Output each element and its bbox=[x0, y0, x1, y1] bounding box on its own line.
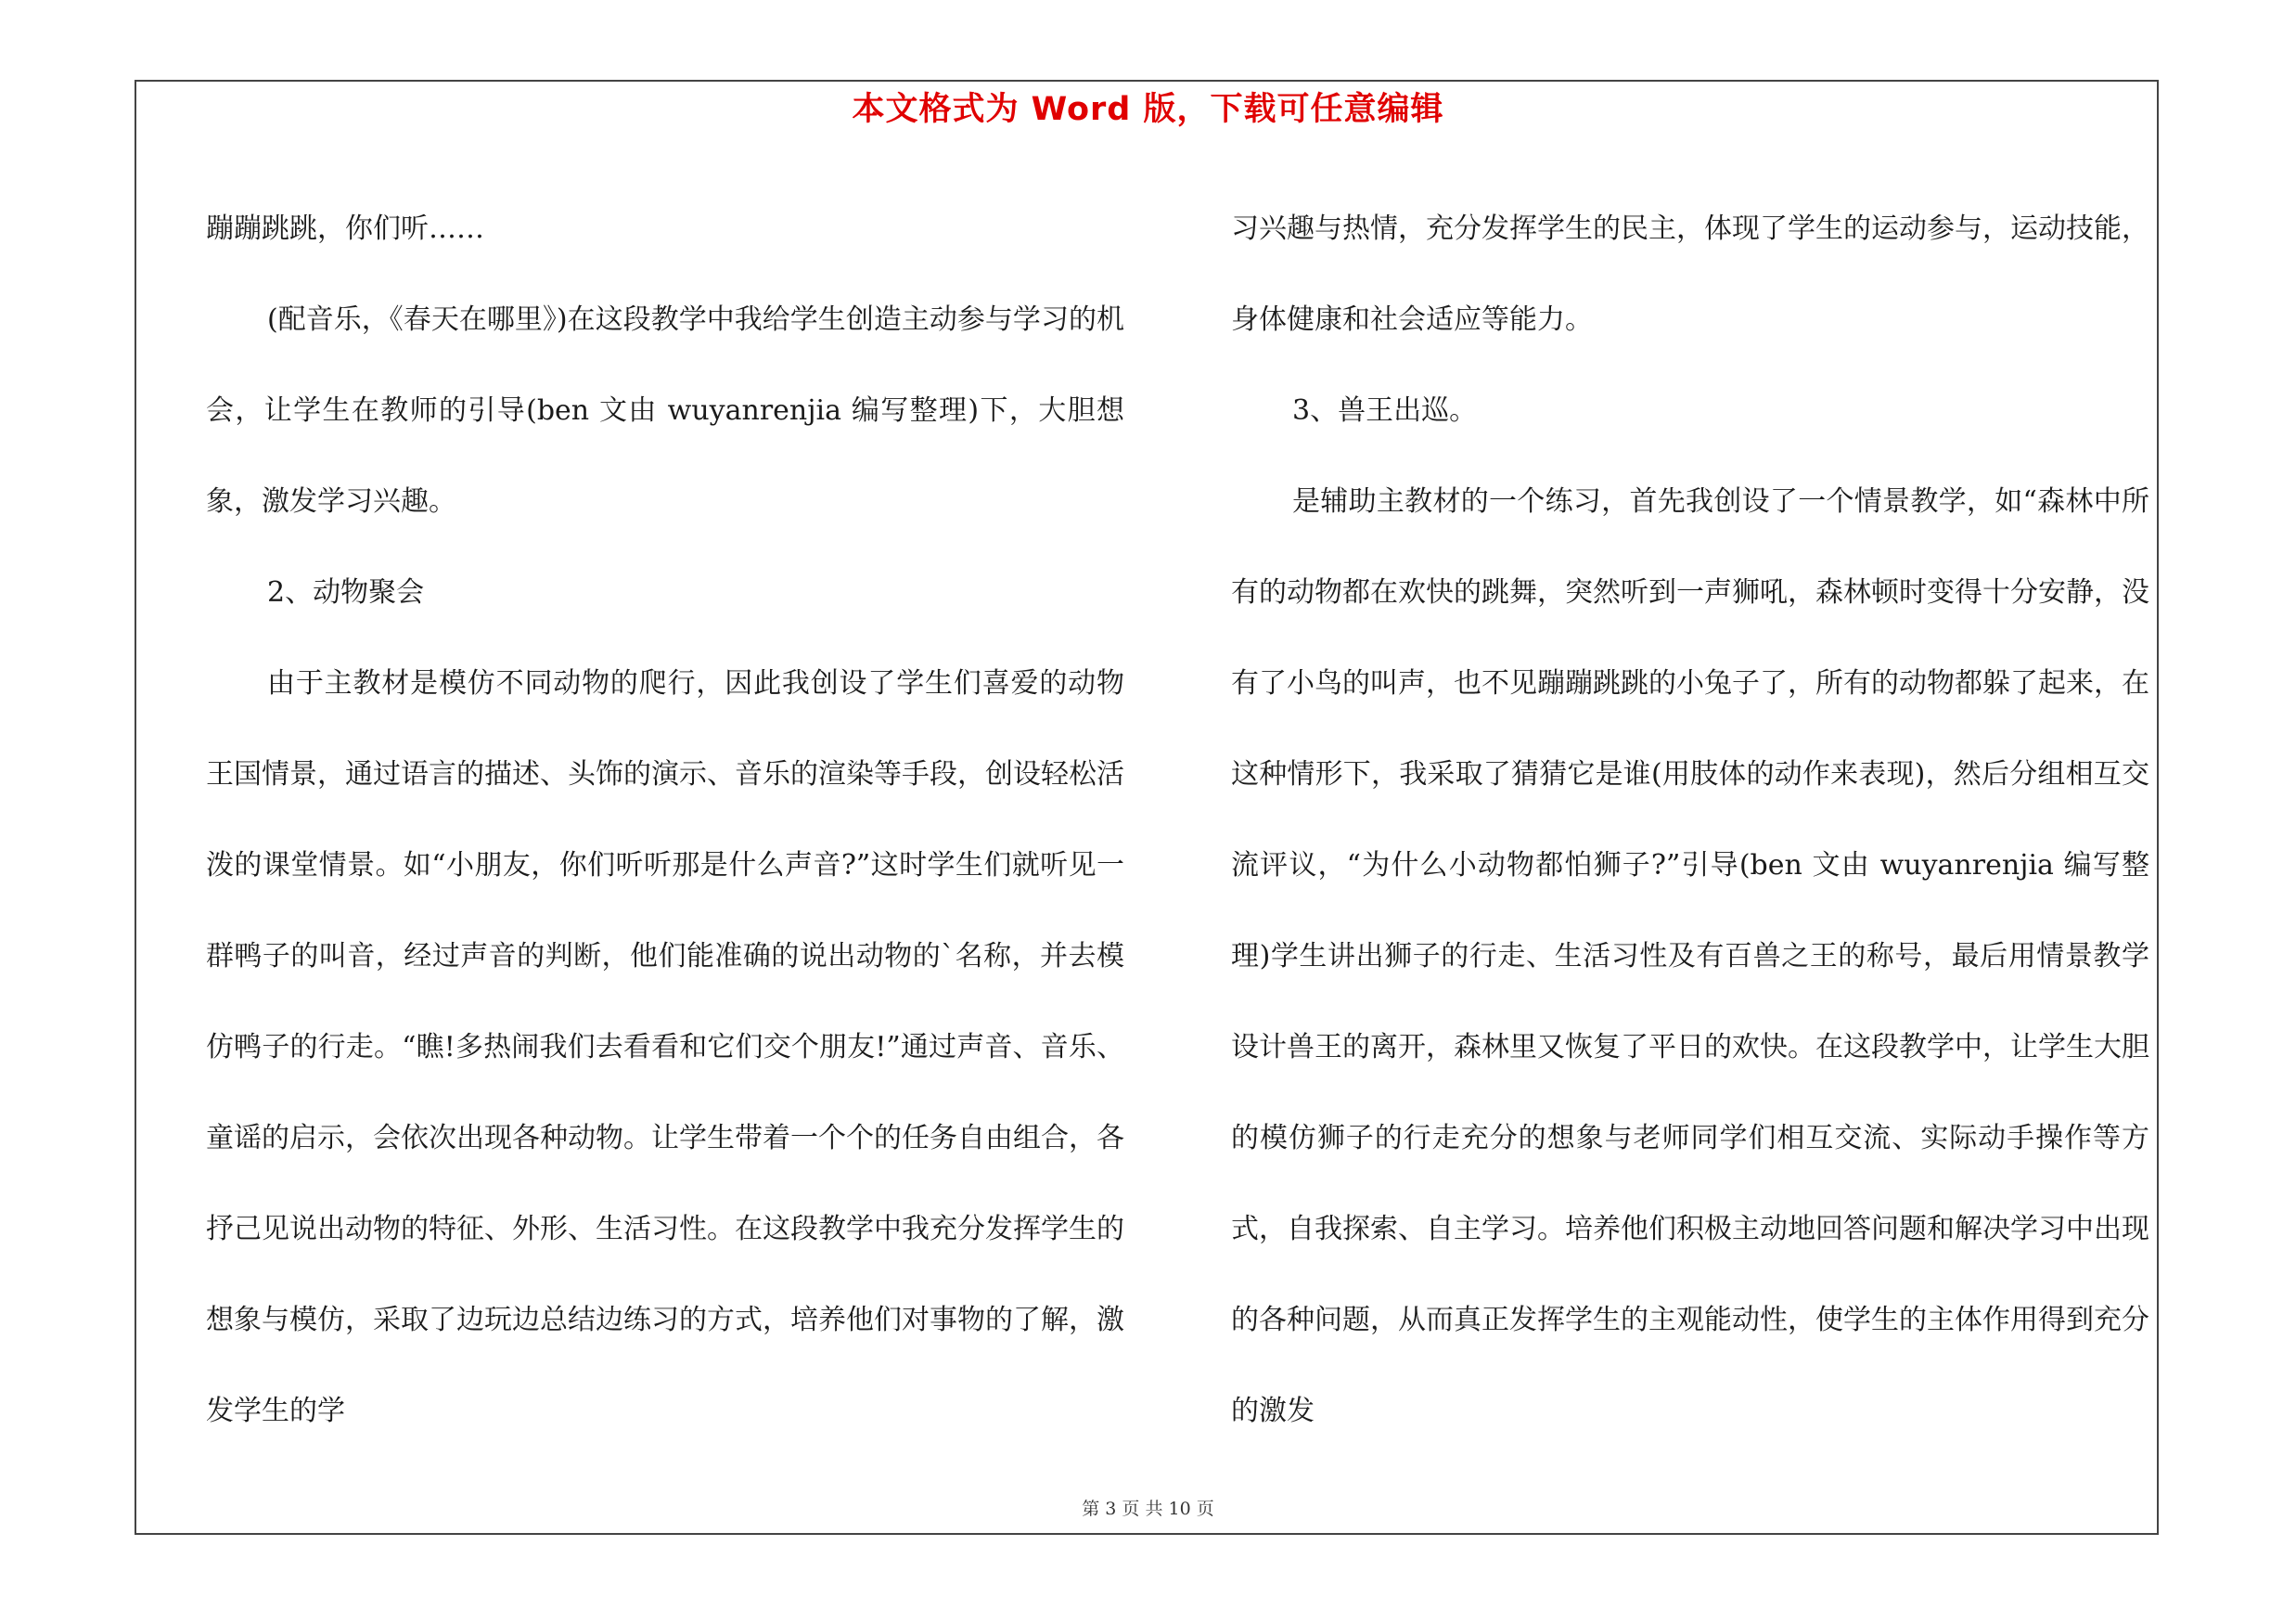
header-banner: 本文格式为 Word 版，下载可任意编辑 bbox=[852, 91, 1444, 128]
paragraph-right-1: 习兴趣与热情，充分发挥学生的民主，体现了学生的运动参与，运动技能，身体健康和社会适应等能力。 bbox=[1231, 213, 2149, 336]
section-heading-animal-gathering: 2、动物聚会 bbox=[267, 576, 425, 609]
page-number: 第 3 页 共 10 页 bbox=[1082, 1499, 1214, 1519]
right-column bbox=[1231, 184, 2149, 1457]
section-heading-beast-king: 3、兽王出巡。 bbox=[1292, 394, 1478, 427]
paragraph-left-1: 蹦蹦跳跳，你们听…… bbox=[206, 213, 484, 245]
left-column bbox=[206, 184, 1124, 1457]
paragraph-right-3: 是辅助主教材的一个练习，首先我创设了一个情景教学，如“森林中所有的动物都在欢快的跳舞，突然听到一声狮吼，森林顿时变得十分安静，没有了小鸟的叫声，也不见蹦蹦跳跳的小兔子了，所有的动物都躲了起来，在这种情形下，我采取了猜猜它是谁(用肢体的动作来表现)，然后分组相互交流评议，“为什么小动物都怕狮子?”引导(ben 文由 wuyanrenjia 编写整理)学生讲出狮子的行走、生活习性及有百兽之王的称号，最后用情景教学设计兽王的离开，森林里又恢复了平日的欢快。在这段教学中，让学生大胆的模仿狮子的行走充分的想象与老师同学们相互交流、实际动手操作等方式，自我探索、自主学习。培养他们积极主动地回答问题和解决学习中出现的各种问题，从而真正发挥学生的主观能动性，使学生的主体作用得到充分的激发 bbox=[1231, 485, 2149, 1427]
paragraph-left-2: (配音乐，《春天在哪里》)在这段教学中我给学生创造主动参与学习的机会，让学生在教师的引导(ben 文由 wuyanrenjia 编写整理)下，大胆想象，激发学习兴趣。 bbox=[206, 303, 1124, 518]
paragraph-left-4: 由于主教材是模仿不同动物的爬行，因此我创设了学生们喜爱的动物王国情景，通过语言的描述、头饰的演示、音乐的渲染等手段，创设轻松活泼的课堂情景。如“小朋友，你们听听那是什么声音?”这时学生们就听见一群鸭子的叫音，经过声音的判断，他们能准确的说出动物的`名称，并去模仿鸭子的行走。“瞧!多热闹我们去看看和它们交个朋友!”通过声音、音乐、童谣的启示，会依次出现各种动物。让学生带着一个个的任务自由组合，各抒己见说出动物的特征、外形、生活习性。在这段教学中我充分发挥学生的想象与模仿，采取了边玩边总结边练习的方式，培养他们对事物的了解，激发学生的学 bbox=[206, 667, 1124, 1427]
